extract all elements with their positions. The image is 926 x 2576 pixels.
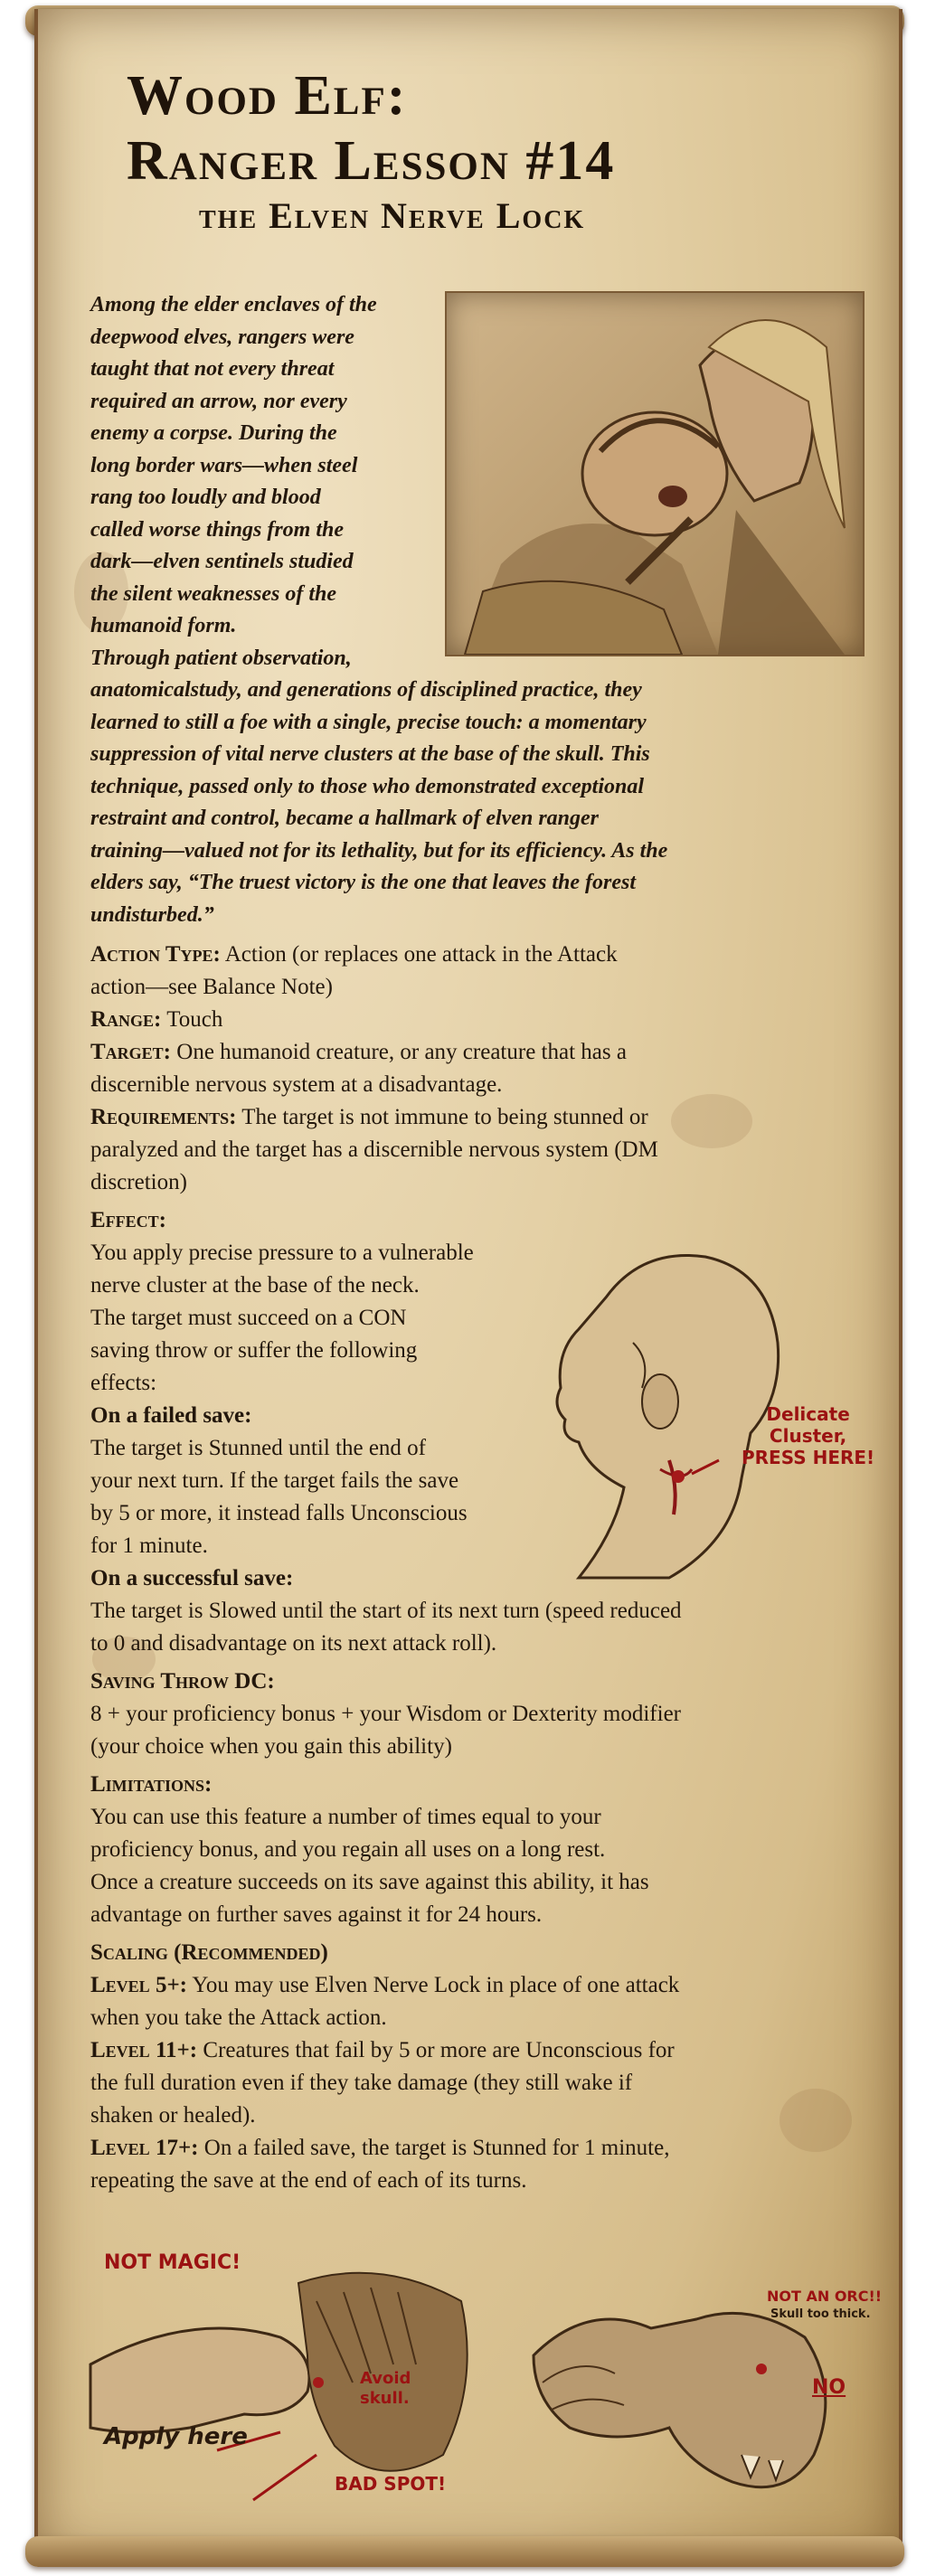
- level5-label: Level 5+:: [90, 1973, 188, 1997]
- failed-save-label: On a failed save:: [90, 1403, 252, 1428]
- intro-wide-block: [90, 675, 832, 931]
- effect-line: effects:: [90, 1371, 157, 1395]
- failed-line: The target is Stunned until the end of: [90, 1436, 426, 1460]
- intro-line: humanoid form.: [90, 614, 237, 637]
- intro-line: called worse things from the: [90, 517, 345, 542]
- scaling-label: Scaling (Recommended): [90, 1940, 328, 1965]
- intro-line: deepwood elves, rangers were: [90, 325, 354, 349]
- intro-narrow-block: [90, 289, 448, 675]
- success-save-label: On a successful save:: [90, 1566, 294, 1590]
- apply-here-note: Apply here: [104, 2423, 248, 2450]
- title-line-1: Wood Elf:: [127, 65, 408, 127]
- success-line: to 0 and disadvantage on its next attack roll).: [90, 1631, 497, 1656]
- intro-line: technique, passed only to those who demonstrated exceptional: [90, 774, 645, 798]
- effect-line: nerve cluster at the base of the neck.: [90, 1273, 420, 1297]
- limitations-line: You can use this feature a number of times equal to your: [90, 1805, 601, 1829]
- skull-too-thick-note: Skull too thick.: [770, 2307, 871, 2321]
- level17-line: repeating the save at the end of each of its turns.: [90, 2168, 527, 2193]
- intro-line: learned to still a foe with a single, precise touch: a momentary: [90, 710, 647, 734]
- effect-block: [90, 1237, 561, 1562]
- note-line: skull.: [360, 2389, 410, 2408]
- intro-line: taught that not every threat: [90, 357, 335, 381]
- intro-line: long border wars—when steel: [90, 453, 358, 477]
- failed-line: by 5 or more, it instead falls Unconscious: [90, 1501, 468, 1525]
- note-line: Delicate: [766, 1403, 850, 1425]
- limitations-line: advantage on further saves against it for 24 hours.: [90, 1902, 543, 1927]
- effect-line: saving throw or suffer the following: [90, 1338, 418, 1363]
- level17-label: Level 17+:: [90, 2136, 199, 2160]
- level5-line: when you take the Attack action.: [90, 2005, 387, 2030]
- action-type-text: Action (or replaces one attack in the Attack: [224, 942, 618, 967]
- level17-line: On a failed save, the target is Stunned for 1 minute,: [203, 2136, 670, 2160]
- effect-line: The target must succeed on a CON: [90, 1306, 407, 1330]
- intro-line: training—valued not for its lethality, but for its efficiency. As the: [90, 838, 668, 863]
- level5-line: You may use Elven Nerve Lock in place of one attack: [192, 1973, 680, 1997]
- failed-line: for 1 minute.: [90, 1533, 208, 1558]
- note-line: PRESS HERE!: [742, 1447, 875, 1468]
- range-label: Range:: [90, 1007, 162, 1032]
- requirements-label: Requirements:: [90, 1105, 237, 1129]
- requirements-text-3: discretion): [90, 1170, 187, 1194]
- target-text-2: discernible nervous system at a disadvantage.: [90, 1072, 503, 1097]
- effect-line: You apply precise pressure to a vulnerable: [90, 1241, 474, 1265]
- limitations-line: Once a creature succeeds on its save against this ability, it has: [90, 1870, 649, 1894]
- note-line: Avoid: [360, 2369, 411, 2388]
- note-line: Cluster,: [769, 1425, 847, 1447]
- intro-line: required an arrow, nor every: [90, 389, 347, 413]
- level11-line: shaken or healed).: [90, 2103, 256, 2128]
- level11-label: Level 11+:: [90, 2038, 198, 2062]
- intro-line: Among the elder enclaves of the: [90, 293, 377, 316]
- not-an-orc-note: NOT AN ORC!!: [767, 2288, 883, 2305]
- requirements-text-2: paralyzed and the target has a discernible nervous system (DM: [90, 1137, 658, 1162]
- intro-line: suppression of vital nerve clusters at the base of the skull. This: [90, 742, 650, 766]
- success-line: The target is Slowed until the start of its next turn (speed reduced: [90, 1599, 682, 1623]
- intro-line: rang too loudly and blood: [90, 486, 321, 509]
- not-magic-note: NOT MAGIC!: [104, 2251, 241, 2274]
- limitations-label: Limitations:: [90, 1772, 213, 1797]
- no-note: NO: [812, 2376, 846, 2399]
- bad-spot-note: BAD SPOT!: [335, 2473, 447, 2495]
- intro-line: enemy a corpse. During the: [90, 421, 337, 445]
- intro-line: dark—elven sentinels studied: [90, 550, 354, 573]
- dc-line: (your choice when you gain this ability): [90, 1734, 452, 1759]
- effect-label: Effect:: [90, 1208, 167, 1232]
- intro-line: anatomicalstudy, and generations of disciplined practice, they: [90, 678, 642, 702]
- target-label: Target:: [90, 1040, 172, 1064]
- dc-line: 8 + your proficiency bonus + your Wisdom or Dexterity modifier: [90, 1702, 681, 1726]
- intro-line: elders say, “The truest victory is the one that leaves the forest: [90, 871, 637, 894]
- target-text: One humanoid creature, or any creature that has a: [176, 1040, 627, 1064]
- level11-line: Creatures that fail by 5 or more are Unconscious for: [203, 2038, 675, 2062]
- intro-line: restraint and control, became a hallmark of elven ranger: [90, 807, 600, 830]
- avoid-skull-note: [360, 2369, 411, 2409]
- intro-paragraph: [90, 289, 832, 931]
- level11-line: the full duration even if they take damage (they still wake if: [90, 2071, 633, 2095]
- rules-section: [90, 939, 832, 2197]
- requirements-text: The target is not immune to being stunned or: [241, 1105, 648, 1129]
- intro-line: Through patient observation,: [90, 646, 352, 670]
- title-block: [127, 63, 760, 239]
- limitations-line: proficiency bonus, and you regain all uses on a long rest.: [90, 1837, 606, 1862]
- action-type-text-2: action—see Balance Note): [90, 975, 333, 999]
- action-type-label: Action Type:: [90, 942, 221, 967]
- intro-line: the silent weaknesses of the: [90, 581, 337, 606]
- range-text: Touch: [166, 1007, 223, 1032]
- title-line-2: Ranger Lesson #14: [127, 130, 616, 192]
- failed-line: your next turn. If the target fails the save: [90, 1468, 459, 1493]
- scroll-bottom-roll: [25, 2536, 904, 2567]
- dc-label: Saving Throw DC:: [90, 1669, 275, 1694]
- subtitle: the Elven Nerve Lock: [199, 195, 586, 236]
- intro-line: undisturbed.”: [90, 902, 214, 927]
